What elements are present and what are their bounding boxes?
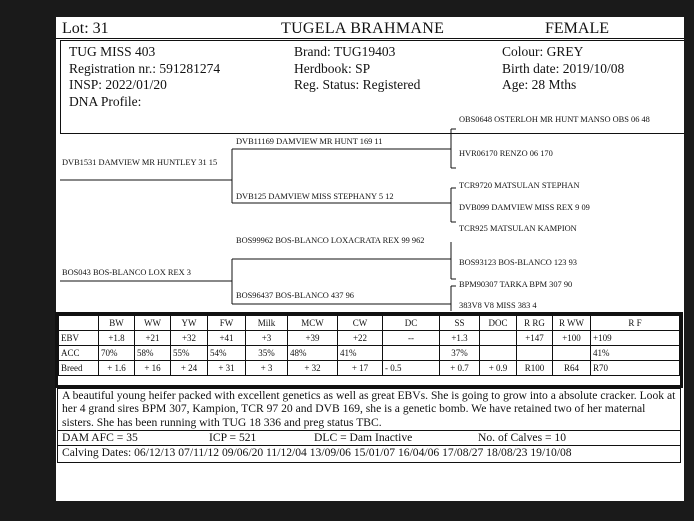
dam-calves: No. of Calves = 10 (478, 431, 567, 444)
ebv-cell: + 3 (246, 361, 288, 376)
dna-profile: DNA Profile: (69, 93, 142, 109)
herdbook: Herdbook: SP (294, 60, 371, 76)
ebv-header: DOC (480, 316, 517, 331)
ebv-cell: + 16 (135, 361, 171, 376)
ebv-header: R F (591, 316, 680, 331)
table-row (59, 346, 680, 361)
ebv-cell: 55% (171, 346, 208, 361)
pedigree-sire-sire: DVB11169 DAMVIEW MR HUNT 169 11 (236, 137, 383, 146)
ebv-header: R WW (553, 316, 591, 331)
pedigree-sire-dam: DVB125 DAMVIEW MISS STEPHANY 5 12 (236, 192, 394, 201)
ebv-header: DC (383, 316, 440, 331)
reg-status: Reg. Status: Registered (294, 77, 421, 92)
lot-number: Lot: 31 (62, 20, 109, 37)
ebv-header: BW (99, 316, 135, 331)
dam-info-box (57, 430, 681, 463)
ebv-cell: + 31 (208, 361, 246, 376)
colour: Colour: GREY (502, 44, 584, 59)
dam-afc: DAM AFC = 35 (62, 431, 138, 444)
ebv-header: CW (338, 316, 383, 331)
ebv-cell: R70 (591, 361, 680, 376)
ebv-cell: 70% (99, 346, 135, 361)
ebv-cell (480, 331, 517, 346)
birth-date: Birth date: 2019/10/08 (502, 60, 625, 76)
pedigree-dsd: BOS93123 BOS-BLANCO 123 93 (459, 258, 577, 267)
ebv-cell: + 0.9 (480, 361, 517, 376)
ebv-header: WW (135, 316, 171, 331)
ebv-cell: 41% (591, 346, 680, 361)
ebv-cell: 48% (288, 346, 338, 361)
ebv-cell (383, 346, 440, 361)
dam-dlc: DLC = Dam Inactive (314, 431, 413, 444)
ebv-cell: R100 (517, 361, 553, 376)
ebv-header-row (59, 316, 680, 331)
ebv-cell: 54% (208, 346, 246, 361)
ebv-cell: +22 (338, 331, 383, 346)
ebv-header: SS (440, 316, 480, 331)
ebv-header: Milk (246, 316, 288, 331)
pedigree-ddd: 383V8 V8 MISS 383 4 (459, 301, 537, 310)
ebv-cell (553, 346, 591, 361)
ebv-cell: + 1.6 (99, 361, 135, 376)
ebv-cell: Breed (59, 361, 99, 376)
ebv-cell: 58% (135, 346, 171, 361)
ebv-cell: +21 (135, 331, 171, 346)
calving-dates: Calving Dates: 06/12/13 07/11/12 09/06/20 11/12/04 13/09/06 15/01/07 16/04/06 17/08/27 18/08/23 19/10/08 (62, 446, 572, 459)
ebv-table (58, 315, 680, 376)
ebv-header: MCW (288, 316, 338, 331)
pedigree-sdd: DVB099 DAMVIEW MISS REX 9 09 (459, 203, 590, 212)
ebv-cell: +3 (246, 331, 288, 346)
ebv-cell: 35% (246, 346, 288, 361)
ebv-cell: EBV (59, 331, 99, 346)
ebv-cell: +1.3 (440, 331, 480, 346)
pedigree-dam-dam: BOS96437 BOS-BLANCO 437 96 (236, 291, 354, 300)
pedigree-sds: TCR9720 MATSULAN STEPHAN (459, 181, 580, 190)
ebv-cell: +147 (517, 331, 553, 346)
ebv-header (59, 316, 99, 331)
animal-name: TUG MISS 403 (69, 44, 156, 59)
ebv-cell: +100 (553, 331, 591, 346)
ebv-cell: 41% (338, 346, 383, 361)
pedigree-ssd: HVR06170 RENZO 06 170 (459, 149, 553, 158)
pedigree-dds: BPM90307 TARKA BPM 307 90 (459, 280, 573, 289)
animal-description: A beautiful young heifer packed with excellent genetics as well as great EBVs. She is going to grow into a absolute cracker. Look at her 4 grand sires BPM 307, Kampion, TCR 97 20 and DVB 169, she is a genetic bomb. We have retained two of her maternal sisters. She has been running with TUG 18 336 and preg status TBC. (57, 388, 681, 431)
ebv-cell: + 0.7 (440, 361, 480, 376)
lot-sheet (56, 17, 684, 501)
ebv-header: FW (208, 316, 246, 331)
ebv-header: YW (171, 316, 208, 331)
ebv-cell: -- (383, 331, 440, 346)
ebv-cell (480, 346, 517, 361)
ebv-header: R RG (517, 316, 553, 331)
ebv-cell: +32 (171, 331, 208, 346)
table-row (59, 331, 680, 346)
ebv-cell: +41 (208, 331, 246, 346)
brand: Brand: TUG19403 (294, 44, 396, 59)
ebv-cell: 37% (440, 346, 480, 361)
ebv-cell: + 17 (338, 361, 383, 376)
pedigree-dam: BOS043 BOS-BLANCO LOX REX 3 (62, 268, 191, 277)
pedigree-dss: TCR925 MATSULAN KAMPION (459, 224, 577, 233)
ebv-cell: - 0.5 (383, 361, 440, 376)
ebv-cell: +109 (591, 331, 680, 346)
table-row (59, 361, 680, 376)
ebv-table-box (55, 312, 683, 388)
dam-icp: ICP = 521 (209, 431, 257, 444)
ebv-cell (517, 346, 553, 361)
ebv-cell: + 24 (171, 361, 208, 376)
age: Age: 28 Mths (502, 77, 577, 92)
stud-name: TUGELA BRAHMANE (281, 20, 445, 37)
ebv-cell: ACC (59, 346, 99, 361)
insp-date: INSP: 2022/01/20 (69, 77, 167, 92)
ebv-cell: +39 (288, 331, 338, 346)
pedigree-sire: DVB1531 DAMVIEW MR HUNTLEY 31 15 (62, 158, 218, 167)
ebv-cell: R64 (553, 361, 591, 376)
pedigree-dam-sire: BOS99962 BOS-BLANCO LOXACRATA REX 99 962 (236, 236, 425, 245)
ebv-cell: + 32 (288, 361, 338, 376)
pedigree-sss: OBS0648 OSTERLOH MR HUNT MANSO OBS 06 48 (459, 115, 650, 124)
ebv-cell: +1.8 (99, 331, 135, 346)
registration-number: Registration nr.: 591281274 (69, 60, 221, 76)
animal-sex: FEMALE (545, 20, 609, 37)
